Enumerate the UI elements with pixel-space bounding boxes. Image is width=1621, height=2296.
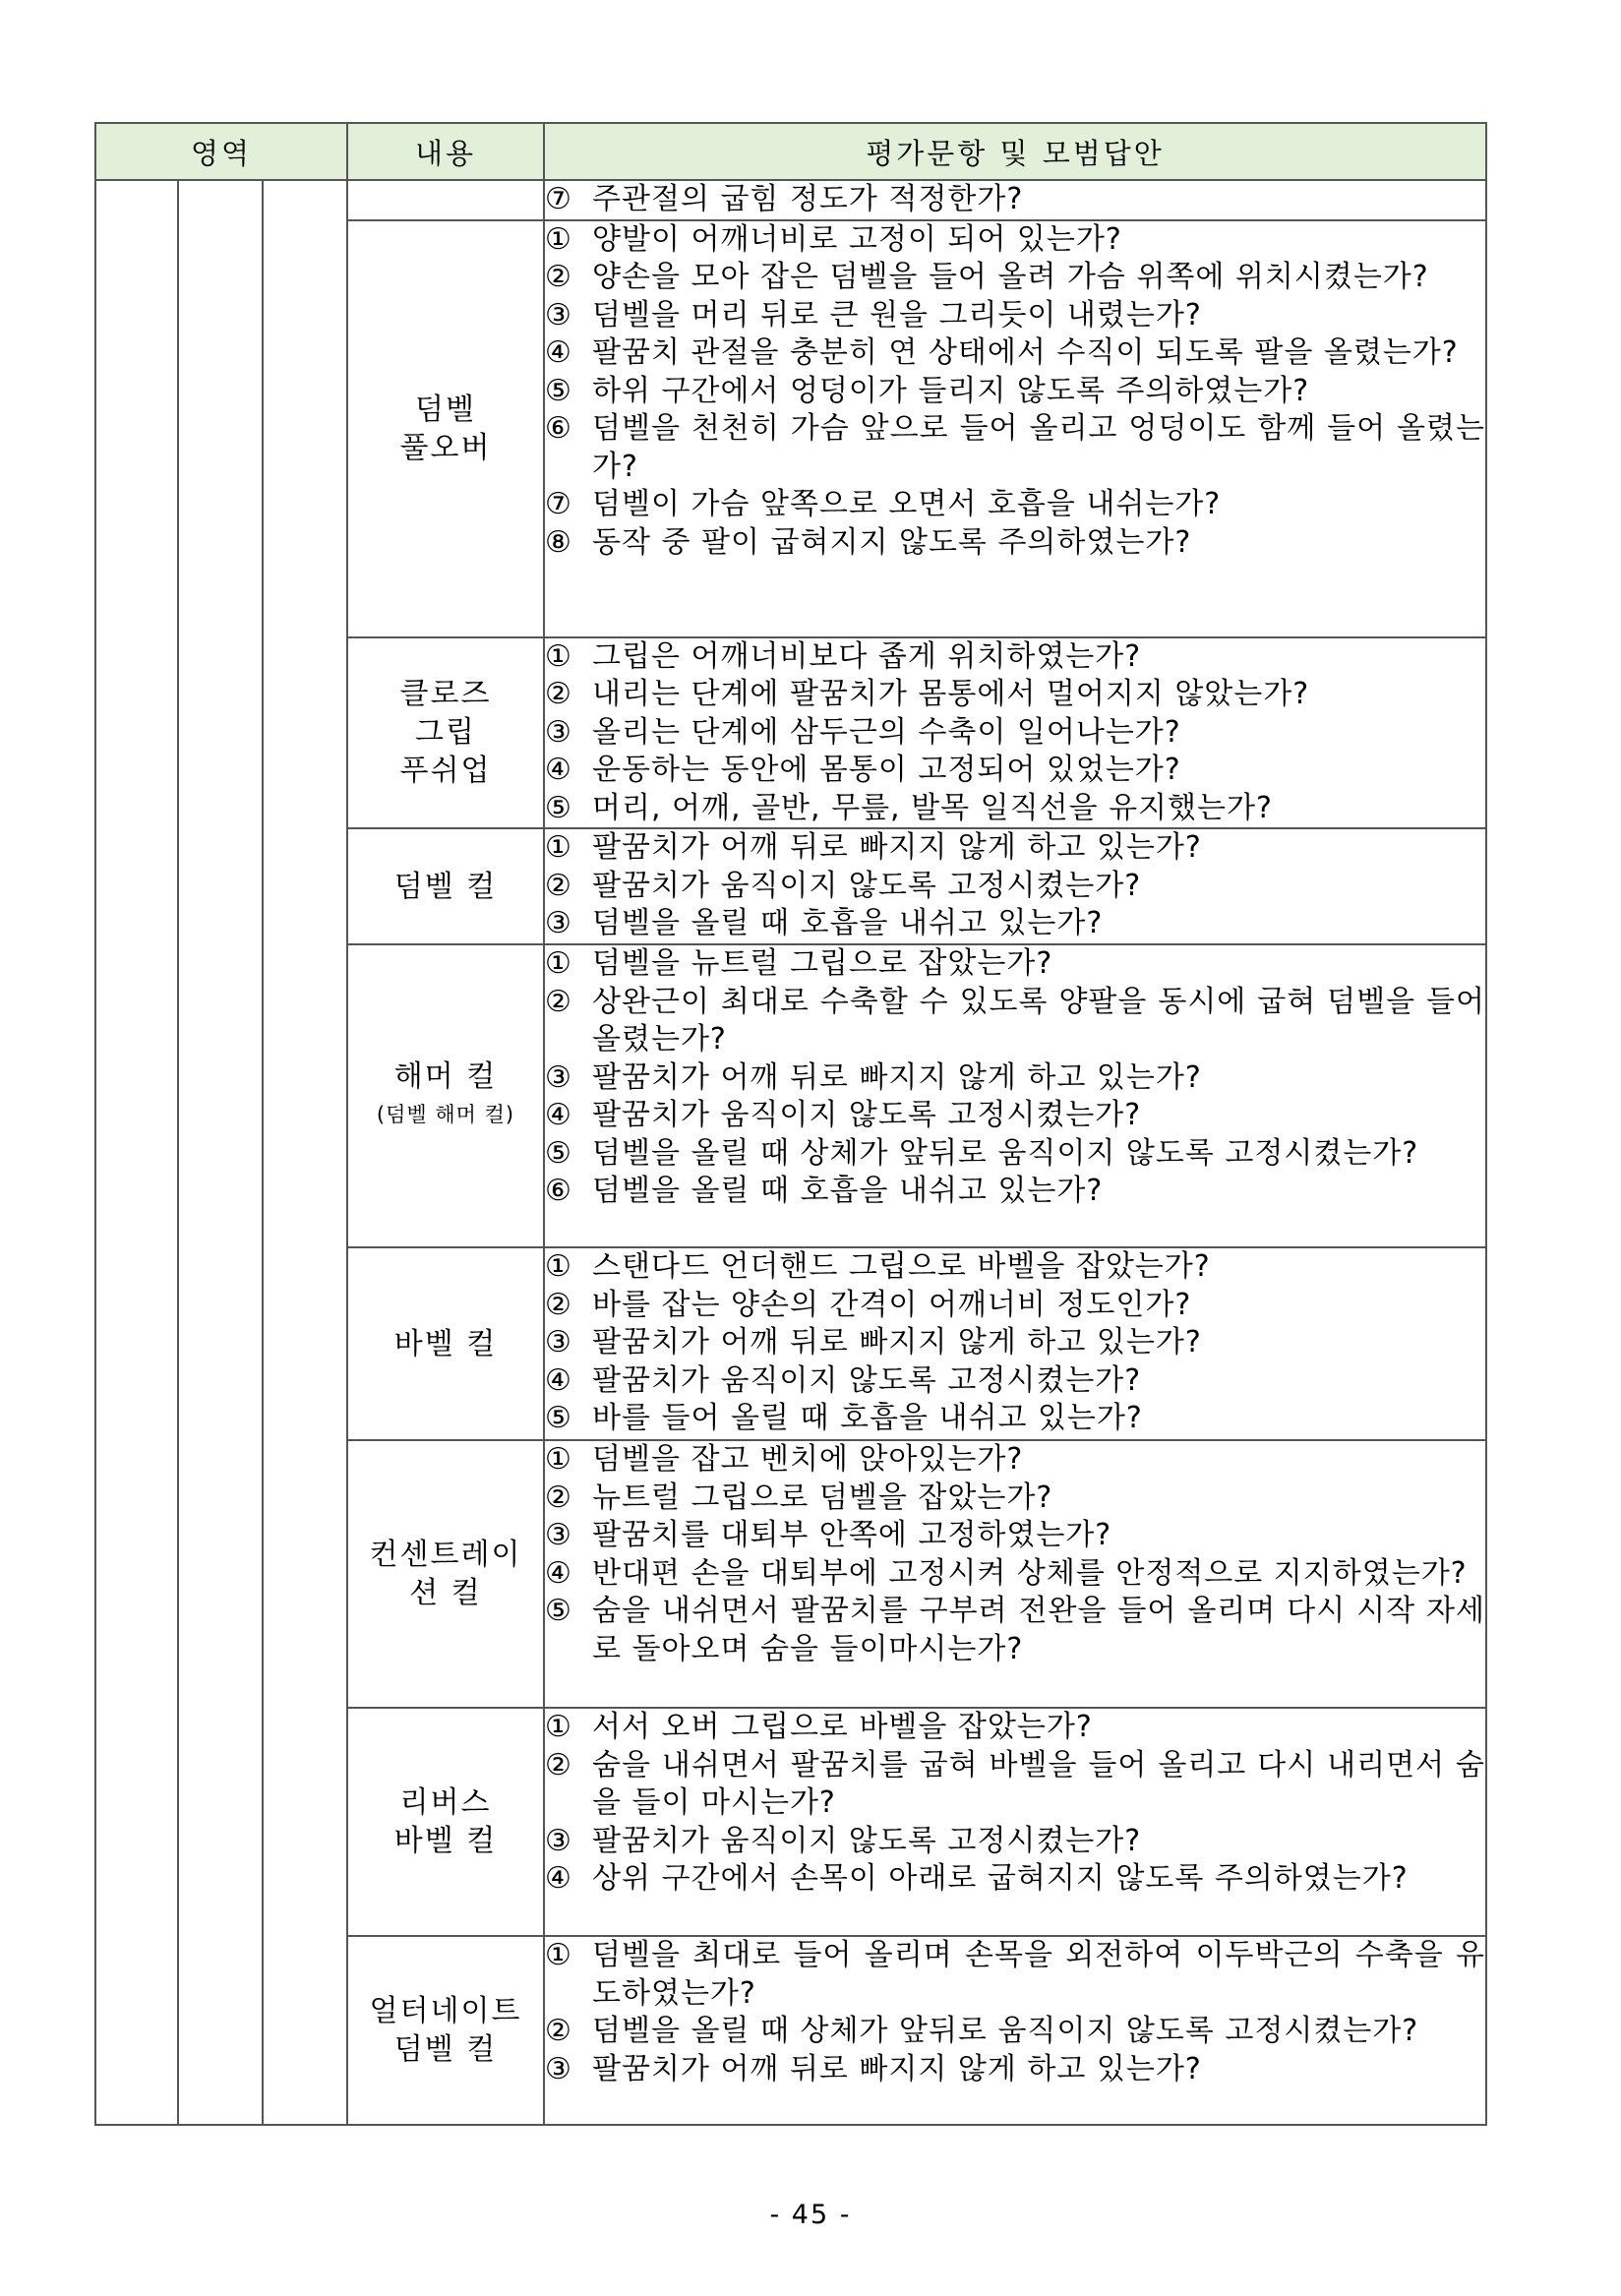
item-number: ⑦ <box>545 182 571 216</box>
item-number: ① <box>545 830 571 865</box>
item-text: 머리, 어깨, 골반, 무릎, 발목 일직선을 유지했는가? <box>592 790 1273 825</box>
item-number: ⑥ <box>545 1174 571 1208</box>
criteria-item <box>545 676 1485 714</box>
item-number: ⑤ <box>545 1594 571 1628</box>
item-number: ④ <box>545 335 571 370</box>
topic-line: 바벨 컬 <box>393 1824 498 1858</box>
item-text: 반대편 손을 대퇴부에 고정시켜 상체를 안정적으로 지지하였는가? <box>592 1555 1468 1591</box>
item-text: 팔꿈치가 움직이지 않도록 고정시켰는가? <box>592 1098 1142 1132</box>
topic-line: 덤벨 컬 <box>393 2032 498 2067</box>
table-body <box>95 180 1486 2125</box>
item-text: 팔꿈치가 어깨 뒤로 빠지지 않게 하고 있는가? <box>592 1059 1202 1095</box>
criteria-cell <box>544 944 1486 1247</box>
criteria-item <box>545 334 1485 373</box>
criteria-cell <box>544 637 1486 829</box>
area-cell <box>95 180 178 2125</box>
topic-line: 션 컬 <box>409 1576 482 1610</box>
item-number: ⑦ <box>545 487 571 521</box>
criteria-item <box>545 486 1485 524</box>
item-text: 양발이 어깨너비로 고정이 되어 있는가? <box>592 221 1122 257</box>
criteria-item <box>545 829 1485 868</box>
item-text: 덤벨을 천천히 가슴 앞으로 들어 올리고 엉덩이도 함께 들어 올렸는가? <box>592 411 1485 484</box>
criteria-item <box>545 297 1485 335</box>
criteria-item <box>545 1097 1485 1135</box>
criteria-item <box>545 221 1485 260</box>
topic-cell <box>347 1440 544 1708</box>
item-text: 팔꿈치가 움직이지 않도록 고정시켰는가? <box>592 868 1142 903</box>
topic-cell <box>347 1708 544 1936</box>
item-number: ⑤ <box>545 1135 571 1171</box>
item-number: ② <box>545 1287 571 1322</box>
criteria-item <box>545 1860 1485 1899</box>
item-text: 팔꿈치 관절을 충분히 연 상태에서 수직이 되도록 팔을 올렸는가? <box>592 335 1459 370</box>
item-text: 덤벨을 잡고 벤치에 앉아있는가? <box>592 1442 1024 1477</box>
criteria-item <box>545 259 1485 297</box>
topic-line: 얼터네이트 <box>369 1994 522 2028</box>
item-number: ⑥ <box>545 411 571 446</box>
item-text: 팔꿈치를 대퇴부 안쪽에 고정하였는가? <box>592 1518 1112 1552</box>
criteria-item <box>545 752 1485 790</box>
item-number: ② <box>545 260 571 294</box>
criteria-item <box>545 1593 1485 1668</box>
topic-cell <box>347 828 544 944</box>
criteria-cell <box>544 180 1486 220</box>
topic-line: 바벨 컬 <box>393 1326 498 1361</box>
header-area: 영역 <box>95 123 347 180</box>
item-number: ④ <box>545 1362 571 1398</box>
topic-line: 리버스 <box>399 1785 492 1820</box>
criteria-item <box>545 1823 1485 1861</box>
item-text: 바를 들어 올릴 때 호흡을 내쉬고 있는가? <box>592 1401 1143 1435</box>
area-cell <box>263 180 347 2125</box>
item-text: 내리는 단계에 팔꿈치가 몸통에서 멀어지지 않았는가? <box>592 677 1310 711</box>
item-number: ① <box>545 1938 571 1972</box>
topic-cell <box>347 220 544 637</box>
criteria-item <box>545 714 1485 753</box>
item-number: ① <box>545 638 571 674</box>
item-text: 팔꿈치가 어깨 뒤로 빠지지 않게 하고 있는가? <box>592 1325 1202 1359</box>
item-text: 상위 구간에서 손목이 아래로 굽혀지지 않도록 주의하였는가? <box>592 1861 1409 1896</box>
item-number: ③ <box>545 297 571 332</box>
topic-line: 풀오버 <box>399 430 492 465</box>
criteria-item <box>545 638 1485 677</box>
topic-line: 클로즈 <box>399 677 492 712</box>
item-text: 그립은 어깨너비보다 좁게 위치하였는가? <box>592 638 1142 674</box>
topic-cell <box>347 180 544 220</box>
topic-line: 해머 컬 <box>393 1059 498 1094</box>
criteria-item <box>545 868 1485 906</box>
item-text: 덤벨이 가슴 앞쪽으로 오면서 호흡을 내쉬는가? <box>592 487 1222 521</box>
criteria-cell <box>544 1440 1486 1708</box>
criteria-item <box>545 984 1485 1059</box>
item-number: ① <box>545 1442 571 1477</box>
item-number: ④ <box>545 1098 571 1132</box>
criteria-item <box>545 1747 1485 1823</box>
item-number: ④ <box>545 1861 571 1896</box>
item-number: ⑤ <box>545 373 571 408</box>
header-criteria: 평가문항 및 모범답안 <box>544 123 1486 180</box>
evaluation-table <box>94 122 1487 2126</box>
criteria-item <box>545 1287 1485 1325</box>
item-text: 숨을 내쉬면서 팔꿈치를 구부려 전완을 들어 올리며 다시 시작 자세로 돌아오며 숨을 들이마시는가? <box>592 1594 1485 1666</box>
item-text: 팔꿈치가 어깨 뒤로 빠지지 않게 하고 있는가? <box>592 2051 1202 2086</box>
topic-line: 덤벨 컬 <box>393 869 498 904</box>
criteria-item <box>545 2051 1485 2089</box>
item-text: 상완근이 최대로 수축할 수 있도록 양팔을 동시에 굽혀 덤벨을 들어 올렸는가? <box>592 984 1485 1057</box>
item-text: 하위 구간에서 엉덩이가 들리지 않도록 주의하였는가? <box>592 373 1310 408</box>
topic-line: 그립 <box>415 715 476 751</box>
criteria-item <box>545 410 1485 486</box>
topic-cell <box>347 1247 544 1440</box>
criteria-item <box>545 1324 1485 1362</box>
criteria-cell <box>544 1247 1486 1440</box>
item-number: ③ <box>545 714 571 750</box>
topic-cell <box>347 944 544 1247</box>
criteria-item <box>545 1173 1485 1211</box>
item-text: 덤벨을 뉴트럴 그립으로 잡았는가? <box>592 946 1053 981</box>
item-number: ② <box>545 984 571 1019</box>
item-text: 덤벨을 올릴 때 상체가 앞뒤로 움직이지 않도록 고정시켰는가? <box>592 2014 1419 2048</box>
criteria-item <box>545 1400 1485 1438</box>
criteria-item <box>545 1555 1485 1594</box>
criteria-cell <box>544 828 1486 944</box>
criteria-item <box>545 1362 1485 1401</box>
item-text: 뉴트럴 그립으로 덤벨을 잡았는가? <box>592 1480 1053 1515</box>
criteria-item <box>545 1248 1485 1287</box>
item-text: 올리는 단계에 삼두근의 수축이 일어나는가? <box>592 714 1181 750</box>
item-number: ④ <box>545 1555 571 1591</box>
item-number: ③ <box>545 2051 571 2086</box>
table-row <box>95 180 1486 220</box>
item-number: ④ <box>545 753 571 787</box>
item-number: ② <box>545 677 571 711</box>
criteria-item <box>545 2013 1485 2051</box>
item-text: 덤벨을 최대로 들어 올리며 손목을 외전하여 이두박근의 수축을 유도하였는가? <box>592 1938 1485 2011</box>
item-number: ⑤ <box>545 790 571 825</box>
criteria-item <box>545 1517 1485 1555</box>
header-content: 내용 <box>347 123 544 180</box>
topic-subtitle: (덤벨 해머 컬) <box>376 1103 515 1126</box>
area-cell <box>178 180 263 2125</box>
criteria-item <box>545 1709 1485 1747</box>
table-header-row <box>95 123 1486 180</box>
criteria-item <box>545 1937 1485 2013</box>
item-number: ② <box>545 1747 571 1782</box>
criteria-item <box>545 945 1485 984</box>
item-number: ③ <box>545 1518 571 1552</box>
topic-cell <box>347 637 544 829</box>
topic-line: 푸쉬업 <box>399 754 492 789</box>
item-text: 스탠다드 언더핸드 그립으로 바벨을 잡았는가? <box>592 1249 1211 1284</box>
item-text: 팔꿈치가 어깨 뒤로 빠지지 않게 하고 있는가? <box>592 830 1202 865</box>
criteria-item <box>545 1441 1485 1480</box>
item-number: ① <box>545 1710 571 1744</box>
item-number: ① <box>545 1249 571 1284</box>
criteria-cell <box>544 220 1486 637</box>
item-text: 팔꿈치가 움직이지 않도록 고정시켰는가? <box>592 1823 1142 1858</box>
item-number: ⑧ <box>545 524 571 560</box>
item-text: 숨을 내쉬면서 팔꿈치를 굽혀 바벨을 들어 올리고 다시 내리면서 숨을 들이 마시는가? <box>592 1747 1485 1820</box>
item-text: 덤벨을 올릴 때 상체가 앞뒤로 움직이지 않도록 고정시켰는가? <box>592 1135 1419 1171</box>
item-number: ② <box>545 1480 571 1515</box>
item-number: ① <box>545 946 571 981</box>
item-text: 운동하는 동안에 몸통이 고정되어 있었는가? <box>592 753 1181 787</box>
criteria-cell <box>544 1708 1486 1936</box>
item-text: 서서 오버 그립으로 바벨을 잡았는가? <box>592 1710 1093 1744</box>
item-text: 팔꿈치가 움직이지 않도록 고정시켰는가? <box>592 1362 1142 1398</box>
item-text: 양손을 모아 잡은 덤벨을 들어 올려 가슴 위쪽에 위치시켰는가? <box>592 260 1429 294</box>
page-number: - 45 - <box>769 2200 852 2230</box>
criteria-item <box>545 790 1485 828</box>
item-text: 동작 중 팔이 굽혀지지 않도록 주의하였는가? <box>592 524 1192 560</box>
criteria-item <box>545 373 1485 411</box>
item-text: 덤벨을 올릴 때 호흡을 내쉬고 있는가? <box>592 906 1104 940</box>
topic-cell <box>347 1936 544 2125</box>
criteria-item <box>545 1059 1485 1098</box>
criteria-item <box>545 1480 1485 1518</box>
item-number: ③ <box>545 1325 571 1359</box>
topic-line: 컨센트레이 <box>369 1538 522 1572</box>
item-text: 바를 잡는 양손의 간격이 어깨너비 정도인가? <box>592 1287 1192 1322</box>
criteria-item <box>545 524 1485 563</box>
item-number: ③ <box>545 906 571 940</box>
topic-line: 덤벨 <box>415 392 476 427</box>
criteria-cell <box>544 1936 1486 2125</box>
item-number: ② <box>545 868 571 903</box>
item-number: ③ <box>545 1823 571 1858</box>
item-text: 덤벨을 올릴 때 호흡을 내쉬고 있는가? <box>592 1174 1104 1208</box>
item-number: ⑤ <box>545 1401 571 1435</box>
item-number: ③ <box>545 1059 571 1095</box>
item-text: 주관절의 굽힘 정도가 적정한가? <box>592 182 1024 216</box>
item-number: ② <box>545 2014 571 2048</box>
criteria-item <box>545 905 1485 943</box>
item-text: 덤벨을 머리 뒤로 큰 원을 그리듯이 내렸는가? <box>592 297 1202 332</box>
criteria-item <box>545 181 1485 219</box>
criteria-item <box>545 1135 1485 1174</box>
item-number: ① <box>545 221 571 257</box>
